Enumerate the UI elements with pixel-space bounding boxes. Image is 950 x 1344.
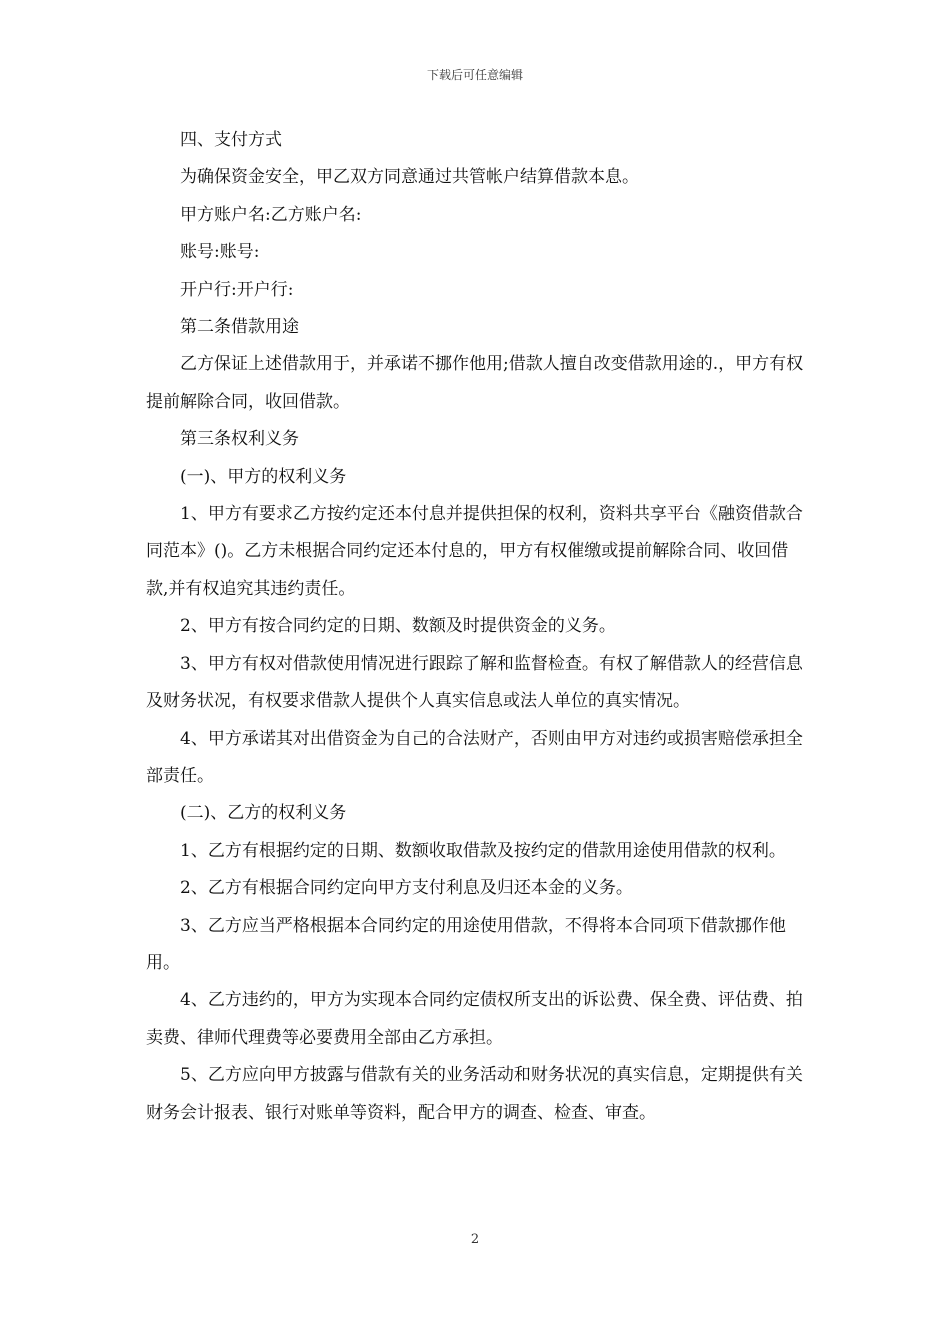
document-body — [146, 122, 806, 1132]
subsection-heading-party-b: (二)、乙方的权利义务 — [180, 803, 347, 824]
subsection-heading-party-a: (一)、甲方的权利义务 — [180, 466, 347, 487]
list-item: 2、甲方有按合同约定的日期、数额及时提供资金的义务。 — [180, 616, 616, 637]
paragraph: 为确保资金安全，甲乙双方同意通过共管帐户结算借款本息。 — [180, 167, 639, 188]
list-item: 5、乙方应向甲方披露与借款有关的业务活动和财务状况的真实信息，定期提供有关财务会计报表、银行对账单等资料，配合甲方的调查、检查、审查。 — [146, 1065, 803, 1123]
list-item: 2、乙方有根据合同约定向甲方支付利息及归还本金的义务。 — [180, 878, 633, 899]
list-item: 3、甲方有权对借款使用情况进行跟踪了解和监督检查。有权了解借款人的经营信息及财务状况，有权要求借款人提供个人真实信息或法人单位的真实情况。 — [146, 653, 803, 712]
section-heading-payment: 四、支付方式 — [180, 130, 282, 150]
article-heading-loan-purpose: 第二条借款用途 — [180, 317, 299, 338]
list-item: 4、甲方承诺其对出借资金为自己的合法财产，否则由甲方对违约或损害赔偿承担全部责任。 — [146, 728, 803, 786]
paragraph: 账号:账号: — [180, 242, 260, 263]
article-heading-rights-obligations: 第三条权利义务 — [180, 429, 299, 450]
paragraph: 开户行:开户行: — [180, 279, 294, 300]
page-number: 2 — [470, 1232, 480, 1247]
list-item: 1、甲方有要求乙方按约定还本付息并提供担保的权利，资料共享平台《融资借款合同范本》()。乙方未根据合同约定还本付息的，甲方有权催缴或提前解除合同、收回借款,并有权追究其违约责任。 — [146, 504, 803, 599]
list-item: 1、乙方有根据约定的日期、数额收取借款及按约定的借款用途使用借款的权利。 — [180, 840, 786, 861]
paragraph: 乙方保证上述借款用于，并承诺不挪作他用;借款人擅自改变借款用途的.，甲方有权提前解除合同，收回借款。 — [146, 354, 804, 412]
page-header: 下载后可任意编辑 — [426, 68, 523, 82]
list-item: 3、乙方应当严格根据本合同约定的用途使用借款，不得将本合同项下借款挪作他用。 — [146, 915, 786, 973]
paragraph: 甲方账户名:乙方账户名: — [180, 204, 362, 225]
list-item: 4、乙方违约的，甲方为实现本合同约定债权所支出的诉讼费、保全费、评估费、拍卖费、律师代理费等必要费用全部由乙方承担。 — [146, 990, 803, 1048]
